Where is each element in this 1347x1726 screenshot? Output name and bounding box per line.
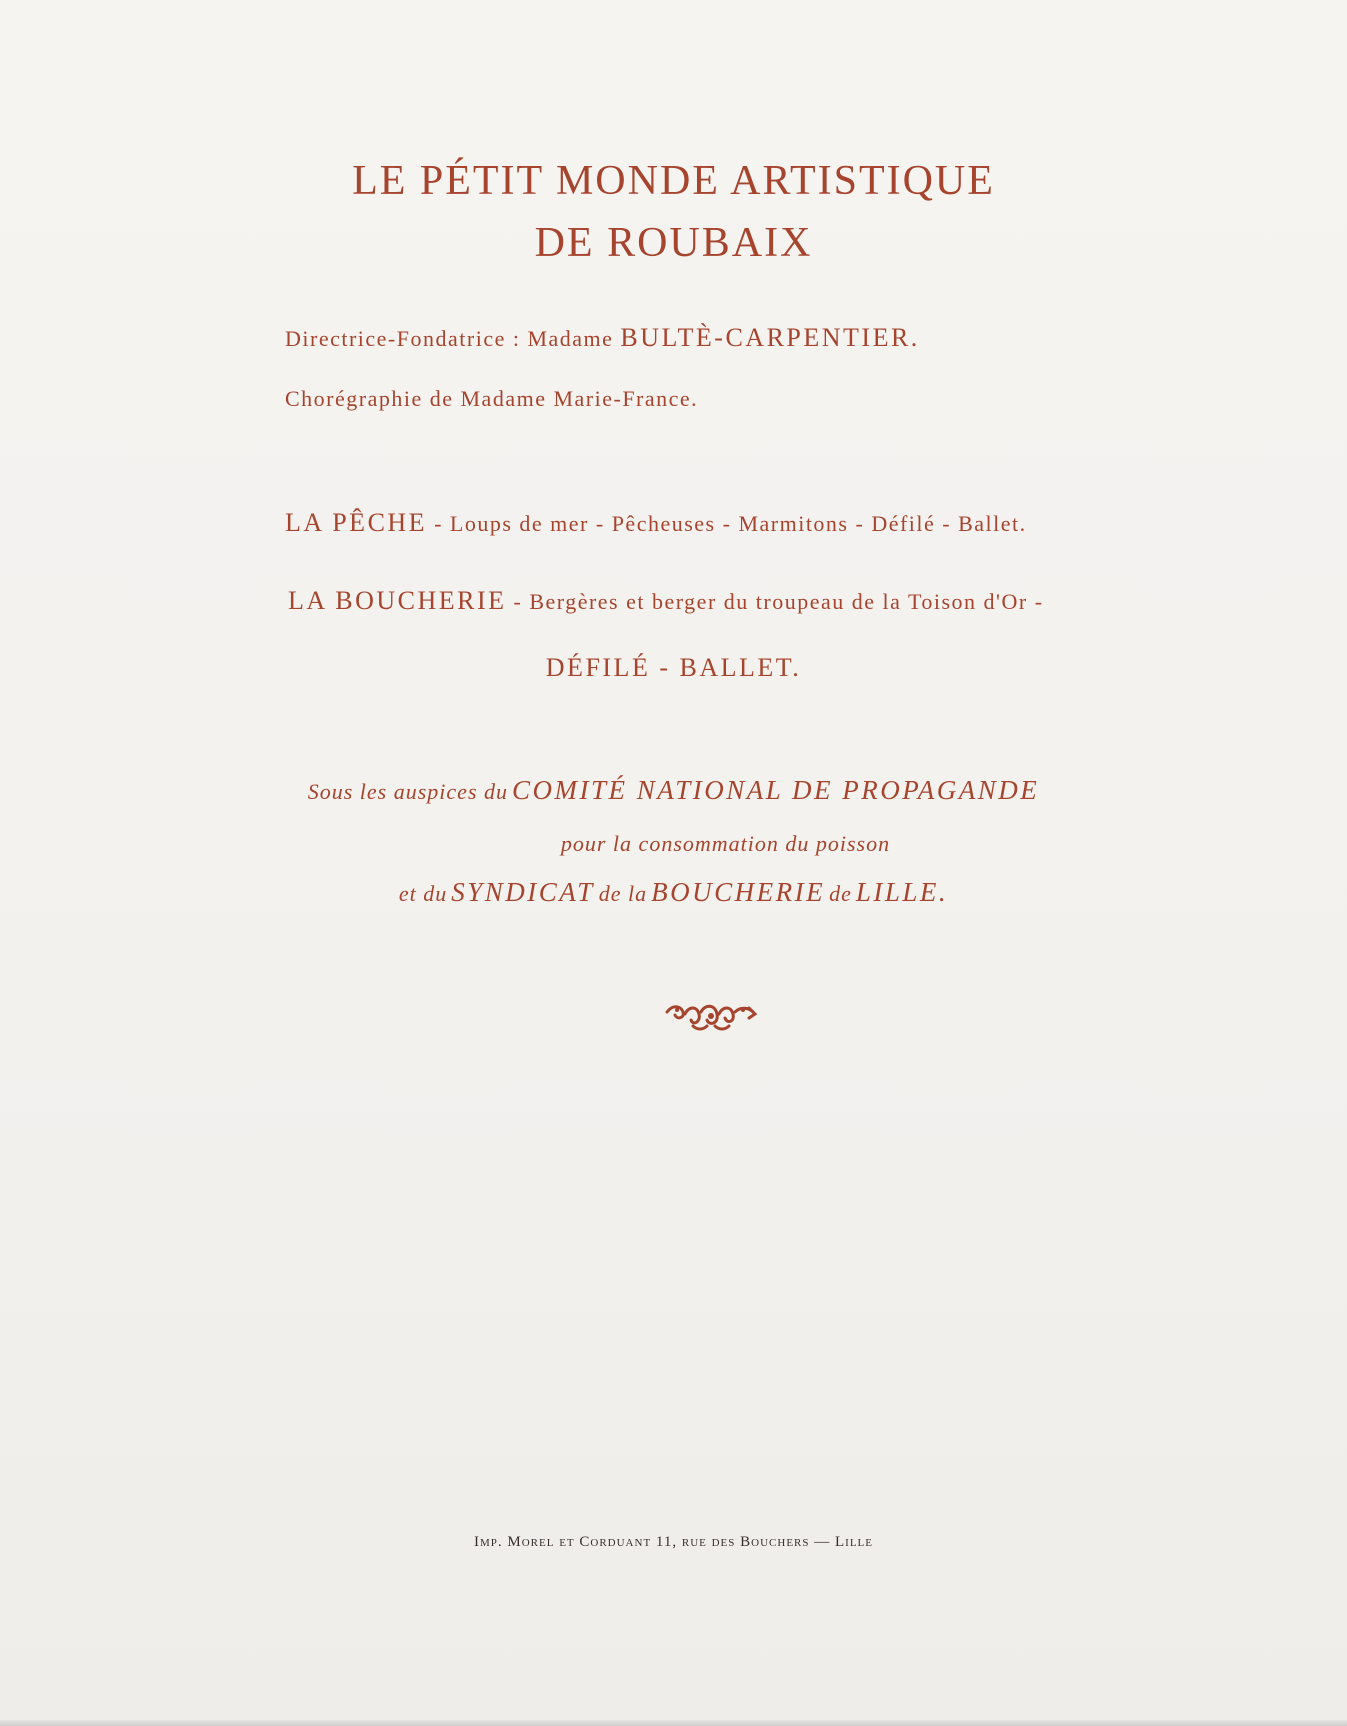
director-label: Directrice-Fondatrice : Madame (285, 326, 614, 351)
director-line (285, 323, 920, 353)
program-peche (285, 508, 1027, 538)
boucherie-word: BOUCHERIE (651, 877, 826, 907)
syndicat-word: SYNDICAT (451, 877, 595, 907)
page-title (0, 150, 1347, 274)
text-de: de (829, 881, 852, 906)
peche-items: - Loups de mer - Pêcheuses - Marmitons - Défilé - Ballet. (434, 511, 1027, 536)
floral-fleuron-icon (663, 1000, 759, 1034)
auspices-purpose: pour la consommation du poisson (560, 831, 891, 856)
defile-ballet: DÉFILÉ - BALLET. (545, 653, 802, 682)
auspices-line-1 (0, 775, 1347, 806)
page-edge (0, 1720, 1347, 1726)
auspices-line-3 (0, 877, 1347, 908)
text-et-du: et du (398, 881, 448, 906)
boucherie-ending (0, 653, 1347, 683)
printer-imprint: Imp. Morel et Corduant 11, rue des Bouchers — Lille (474, 1534, 873, 1550)
title-line-2: DE ROUBAIX (534, 220, 813, 266)
program-boucherie (288, 586, 1044, 616)
director-name: BULTÈ-CARPENTIER. (620, 323, 920, 352)
boucherie-items: - Bergères et berger du troupeau de la Toison d'Or - (513, 589, 1044, 614)
comite-name: COMITÉ NATIONAL DE PROPAGANDE (512, 775, 1040, 805)
auspices-intro: Sous les auspices du (307, 779, 508, 804)
text-de-la: de la (598, 881, 648, 906)
auspices-line-2 (52, 831, 1347, 857)
boucherie-title: LA BOUCHERIE (288, 586, 507, 615)
peche-title: LA PÊCHE (285, 508, 428, 537)
title-line-1: LE PÉTIT MONDE ARTISTIQUE (352, 158, 995, 204)
choreography-line: Chorégraphie de Madame Marie-France. (285, 386, 699, 411)
lille-word: LILLE. (855, 877, 949, 907)
